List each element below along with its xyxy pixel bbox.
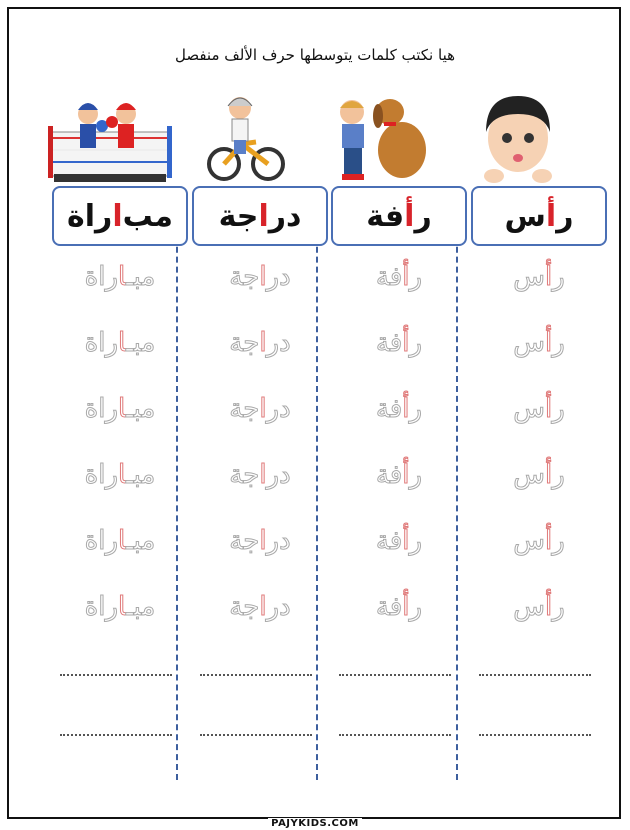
- trace-word: دراجة: [229, 526, 291, 556]
- trace-word: رأفة: [375, 592, 423, 622]
- trace-word: رأس: [513, 592, 565, 622]
- trace-word: رأس: [513, 328, 565, 358]
- trace-word: دراجة: [229, 592, 291, 622]
- writing-line[interactable]: [200, 734, 312, 736]
- highlighted-letter: ا: [258, 198, 269, 234]
- highlighted-letter: ا: [112, 198, 123, 234]
- word-box: [192, 186, 328, 246]
- writing-line[interactable]: [479, 734, 591, 736]
- trace-word: رأس: [513, 394, 565, 424]
- trace-word: رأفة: [375, 394, 423, 424]
- trace-word: دراجة: [229, 460, 291, 490]
- footer-brand: PAJYKIDS.COM: [268, 818, 362, 829]
- trace-word: مبـاراة: [84, 526, 156, 556]
- trace-word: دراجة: [229, 262, 291, 292]
- word-box: [52, 186, 188, 246]
- word-part: راة: [67, 198, 113, 234]
- trace-word: دراجة: [229, 394, 291, 424]
- footer: [0, 811, 630, 830]
- trace-word: مبـاراة: [84, 460, 156, 490]
- boxing-ring-picture: [44, 92, 176, 188]
- writing-line[interactable]: [339, 674, 451, 676]
- word-part: مب: [122, 198, 173, 234]
- trace-word: مبـاراة: [84, 328, 156, 358]
- word-part: فة: [366, 198, 405, 234]
- trace-word: دراجة: [229, 328, 291, 358]
- worksheet-title: هيا نكتب كلمات يتوسطها حرف الألف منفصل: [174, 46, 456, 64]
- word-part: ر: [556, 198, 574, 234]
- highlighted-letter: أ: [545, 198, 557, 234]
- bicycle-boy-picture: [206, 92, 286, 188]
- word-part: ر: [414, 198, 432, 234]
- word-part: جة: [218, 198, 259, 234]
- boy-with-dog-picture: [328, 92, 436, 188]
- writing-line[interactable]: [339, 734, 451, 736]
- highlighted-letter: أ: [404, 198, 415, 234]
- writing-line[interactable]: [479, 674, 591, 676]
- word-box: [331, 186, 467, 246]
- trace-word: رأس: [513, 262, 565, 292]
- trace-word: مبـاراة: [84, 592, 156, 622]
- word-box: [471, 186, 607, 246]
- boy-face-picture: [478, 92, 558, 188]
- trace-word: رأفة: [375, 262, 423, 292]
- writing-line[interactable]: [60, 674, 172, 676]
- trace-word: رأفة: [375, 460, 423, 490]
- trace-word: رأفة: [375, 526, 423, 556]
- trace-word: رأس: [513, 460, 565, 490]
- word-part: در: [268, 198, 302, 234]
- trace-word: رأفة: [375, 328, 423, 358]
- writing-line[interactable]: [200, 674, 312, 676]
- trace-word: مبـاراة: [84, 262, 156, 292]
- word-part: س: [504, 198, 546, 234]
- writing-line[interactable]: [60, 734, 172, 736]
- trace-word: رأس: [513, 526, 565, 556]
- trace-word: مبـاراة: [84, 394, 156, 424]
